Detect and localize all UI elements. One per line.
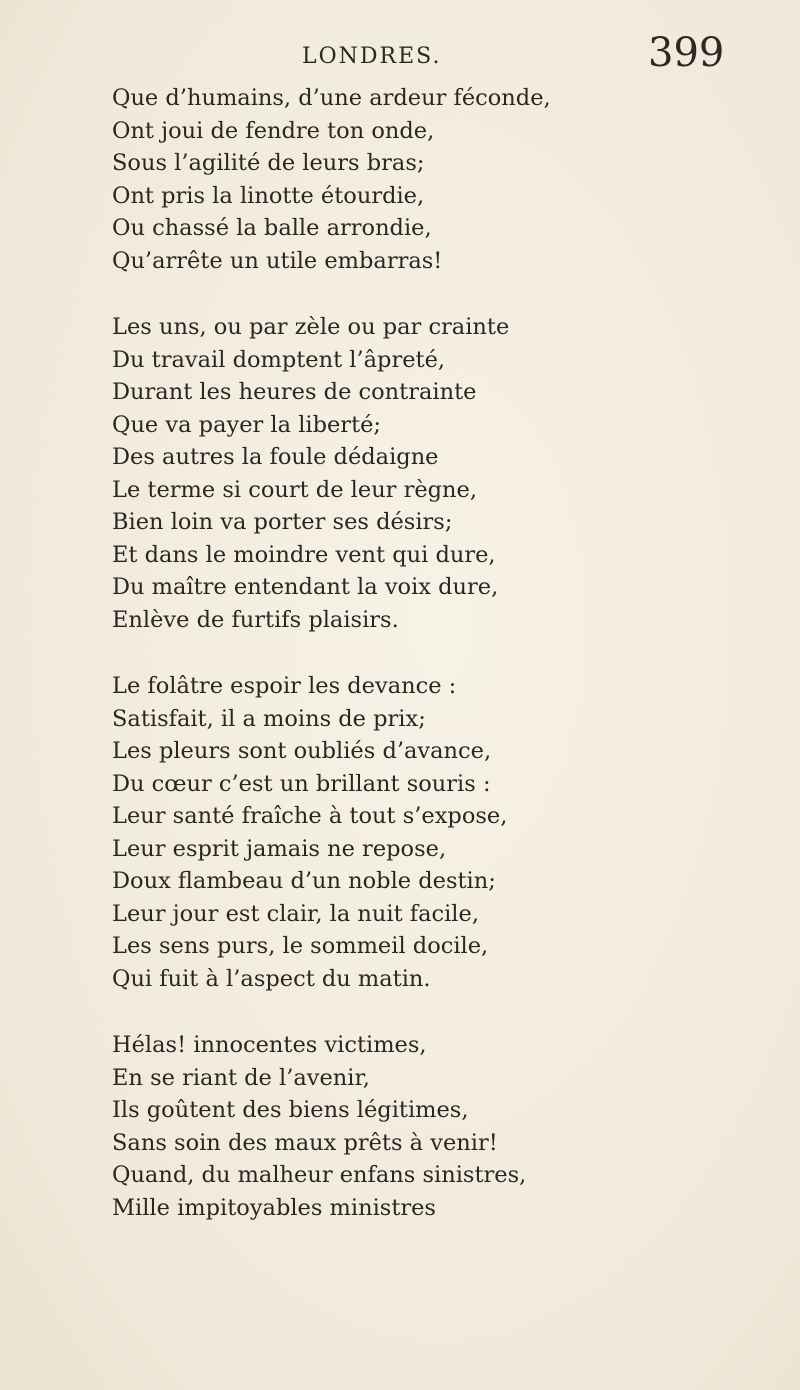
verse-line: Du cœur c’est un brillant souris : (112, 770, 491, 797)
verse-line: Et dans le moindre vent qui dure, (112, 541, 496, 568)
verse-line: Que va payer la liberté; (112, 411, 382, 438)
stanza-3 (112, 670, 772, 995)
verse-line: Qui fuit à l’aspect du matin. (112, 965, 431, 992)
running-title: LONDRES. (302, 44, 442, 69)
verse-line: En se riant de l’avenir, (112, 1064, 370, 1091)
verse-line: Les sens purs, le sommeil docile, (112, 933, 489, 959)
stanza-2 (112, 311, 772, 636)
verse-line: Leur santé fraîche à tout s’expose, (112, 803, 508, 829)
verse-line: Le folâtre espoir les devance : (112, 673, 457, 699)
verse-line: Du maître entendant la voix dure, (112, 574, 499, 600)
stanza-1 (112, 82, 772, 277)
verse-line: Mille impitoyables ministres (112, 1194, 436, 1221)
verse-line: Ou chassé la balle arrondie, (112, 215, 432, 241)
verse-line: Enlève de furtifs plaisirs. (112, 606, 399, 633)
stanza-4 (112, 1029, 772, 1224)
verse-line: Sous l’agilité de leurs bras; (112, 150, 425, 176)
verse-line: Leur esprit jamais ne repose, (112, 835, 447, 862)
verse-line: Le terme si court de leur règne, (112, 476, 478, 503)
verse-line: Ils goûtent des biens légitimes, (112, 1097, 469, 1123)
verse-line: Doux flambeau d’un noble destin; (112, 868, 496, 894)
verse-line: Qu’arrête un utile embarras! (112, 247, 443, 274)
verse-line: Des autres la foule dédaigne (112, 444, 439, 470)
verse-line: Sans soin des maux prêts à venir! (112, 1129, 498, 1156)
verse-line: Hélas! innocentes victimes, (112, 1032, 427, 1058)
poem-body (112, 82, 772, 1258)
verse-line: Les pleurs sont oubliés d’avance, (112, 738, 492, 764)
verse-line: Quand, du malheur enfans sinistres, (112, 1162, 527, 1188)
verse-line: Du travail domptent l’âpreté, (112, 346, 446, 373)
verse-line: Leur jour est clair, la nuit facile, (112, 900, 479, 927)
verse-line: Satisfait, il a moins de prix; (112, 705, 426, 732)
verse-line: Ont joui de fendre ton onde, (112, 117, 435, 144)
verse-line: Durant les heures de contrainte (112, 379, 477, 405)
verse-line: Que d’humains, d’une ardeur féconde, (112, 85, 551, 111)
page-number: 399 (648, 30, 725, 76)
verse-line: Ont pris la linotte étourdie, (112, 182, 425, 209)
verse-line: Bien loin va porter ses désirs; (112, 509, 453, 535)
verse-line: Les uns, ou par zèle ou par crainte (112, 314, 510, 340)
